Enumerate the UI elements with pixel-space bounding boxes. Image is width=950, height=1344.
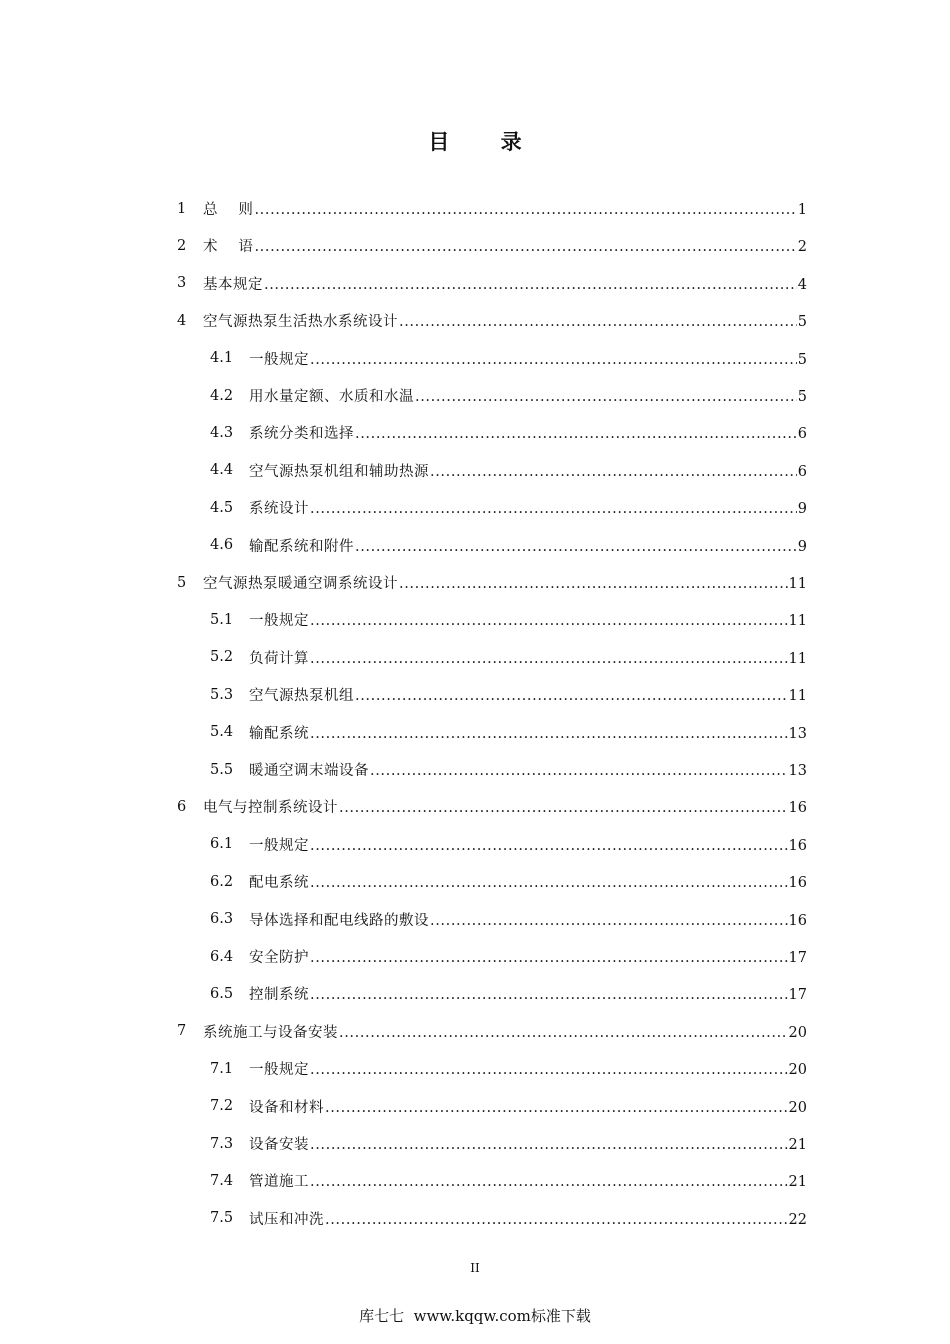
toc-number: 6.4 xyxy=(210,948,234,965)
toc-label: 暖通空调末端设备 xyxy=(249,763,369,779)
toc-entry[interactable] xyxy=(0,975,950,1012)
toc-entry[interactable] xyxy=(0,1125,950,1162)
toc-page: 13 xyxy=(788,725,807,742)
toc-page: 2 xyxy=(797,239,807,256)
toc-entry[interactable] xyxy=(0,1050,950,1087)
toc-label: 系统设计 xyxy=(249,501,309,518)
toc-label: 试压和冲洗 xyxy=(249,1211,324,1228)
toc-page: 11 xyxy=(788,576,807,592)
toc-number: 7.2 xyxy=(210,1098,234,1115)
toc-number: 5 xyxy=(177,574,187,591)
toc-number: 6 xyxy=(177,798,187,815)
toc-label: 输配系统 xyxy=(249,725,309,742)
toc-page: 13 xyxy=(788,763,807,779)
toc-page: 5 xyxy=(797,389,807,405)
toc-number: 4.5 xyxy=(210,499,234,516)
toc-entry[interactable] xyxy=(0,601,950,638)
toc-entry[interactable] xyxy=(0,751,950,788)
toc-entry[interactable] xyxy=(0,1088,950,1125)
toc-number: 5.4 xyxy=(210,724,234,741)
toc-label: 空气源热泵机组和辅助热源 xyxy=(249,463,429,480)
toc-entry[interactable] xyxy=(0,452,950,489)
toc-label: 术 语 xyxy=(203,239,254,256)
toc-page: 5 xyxy=(797,351,807,368)
toc-label: 空气源热泵生活热水系统设计 xyxy=(203,314,398,331)
toc-number: 4.6 xyxy=(210,537,234,554)
toc-label: 控制系统 xyxy=(249,987,309,1004)
toc-label: 负荷计算 xyxy=(249,650,309,667)
toc-entry[interactable] xyxy=(0,639,950,676)
toc-label: 系统分类和选择 xyxy=(249,426,354,443)
toc-label: 设备和材料 xyxy=(249,1099,324,1116)
toc-number: 7.3 xyxy=(210,1135,234,1152)
toc-number: 4 xyxy=(177,312,187,329)
toc-label: 一般规定 xyxy=(249,351,309,368)
toc-entry[interactable] xyxy=(0,265,950,302)
toc-entry[interactable] xyxy=(0,527,950,564)
toc-label: 空气源热泵机组 xyxy=(249,688,354,705)
toc-number: 6.1 xyxy=(210,836,234,853)
toc-number: 4.2 xyxy=(210,387,234,404)
toc-number: 4.4 xyxy=(210,462,234,479)
toc-number: 5.2 xyxy=(210,649,234,666)
toc-page: 21 xyxy=(788,1174,807,1191)
toc-label: 安全防护 xyxy=(249,950,309,966)
toc-page: 22 xyxy=(788,1211,807,1228)
toc-page: 16 xyxy=(788,800,807,817)
toc-label: 总 则 xyxy=(203,202,254,218)
toc-entry[interactable] xyxy=(0,1162,950,1199)
toc-label: 电气与控制系统设计 xyxy=(203,800,338,817)
toc-page: 11 xyxy=(788,688,807,705)
toc-page: 17 xyxy=(788,950,807,966)
toc-number: 5.3 xyxy=(210,686,234,703)
toc-number: 7.1 xyxy=(210,1060,234,1077)
toc-page: 16 xyxy=(788,875,807,892)
toc-page: 11 xyxy=(788,613,807,630)
toc-page: 9 xyxy=(797,538,807,555)
toc-entry[interactable] xyxy=(0,340,950,377)
toc-number: 5.5 xyxy=(210,761,234,778)
toc-entry[interactable] xyxy=(0,302,950,339)
toc-number: 5.1 xyxy=(210,611,234,628)
toc-number: 3 xyxy=(177,275,187,292)
toc-page: 4 xyxy=(797,276,807,293)
toc-page: 6 xyxy=(797,426,807,443)
toc-entry[interactable] xyxy=(0,1013,950,1050)
toc-label: 设备安装 xyxy=(249,1137,309,1153)
toc-number: 7.5 xyxy=(210,1210,234,1227)
toc-entry[interactable] xyxy=(0,676,950,713)
toc-page: 5 xyxy=(797,314,807,331)
toc-entry[interactable] xyxy=(0,863,950,900)
toc-entry[interactable] xyxy=(0,377,950,414)
toc-label: 基本规定 xyxy=(203,276,263,293)
toc-entry[interactable] xyxy=(0,564,950,601)
toc-number: 6.3 xyxy=(210,911,234,928)
toc-page: 17 xyxy=(788,987,807,1004)
toc-entry[interactable] xyxy=(0,489,950,526)
toc-entry[interactable] xyxy=(0,714,950,751)
toc-label: 系统施工与设备安装 xyxy=(203,1024,338,1041)
toc-number: 6.5 xyxy=(210,985,234,1002)
toc-number: 7 xyxy=(177,1023,187,1040)
toc-number: 4.1 xyxy=(210,350,234,367)
toc-page: 16 xyxy=(788,837,807,854)
toc-page: 20 xyxy=(788,1062,807,1079)
toc-entry[interactable] xyxy=(0,227,950,264)
toc-label: 导体选择和配电线路的敷设 xyxy=(249,912,429,929)
toc-label: 一般规定 xyxy=(249,1062,309,1079)
toc-label: 一般规定 xyxy=(249,613,309,630)
toc-number: 7.4 xyxy=(210,1172,234,1189)
toc-label: 用水量定额、水质和水温 xyxy=(249,389,414,405)
toc-label: 空气源热泵暖通空调系统设计 xyxy=(203,576,398,592)
toc-number: 4.3 xyxy=(210,424,234,441)
toc-entry[interactable] xyxy=(0,938,950,975)
toc-page: 20 xyxy=(788,1099,807,1116)
toc-entry[interactable] xyxy=(0,1200,950,1237)
footer-watermark: 库七七 www.kqqw.com标准下载 xyxy=(359,1307,591,1325)
page-number: II xyxy=(470,1261,480,1275)
toc-number: 6.2 xyxy=(210,873,234,890)
toc-entry[interactable] xyxy=(0,190,950,227)
toc-page: 9 xyxy=(797,501,807,518)
toc-page: 16 xyxy=(788,912,807,929)
toc-entry[interactable] xyxy=(0,788,950,825)
toc-label: 一般规定 xyxy=(249,837,309,854)
toc-page: 1 xyxy=(797,202,807,218)
toc-page: 20 xyxy=(788,1024,807,1041)
toc-label: 配电系统 xyxy=(249,875,309,892)
toc-page: 11 xyxy=(788,650,807,667)
toc-number: 1 xyxy=(177,200,187,217)
toc-page: 6 xyxy=(797,463,807,480)
toc-entry[interactable] xyxy=(0,414,950,451)
toc-label: 管道施工 xyxy=(249,1174,309,1191)
toc-number: 2 xyxy=(177,237,187,254)
toc-label: 输配系统和附件 xyxy=(249,538,354,555)
page-title: 目 录 xyxy=(428,130,544,154)
toc-entry[interactable] xyxy=(0,901,950,938)
toc-page: 21 xyxy=(788,1137,807,1153)
toc-entry[interactable] xyxy=(0,826,950,863)
